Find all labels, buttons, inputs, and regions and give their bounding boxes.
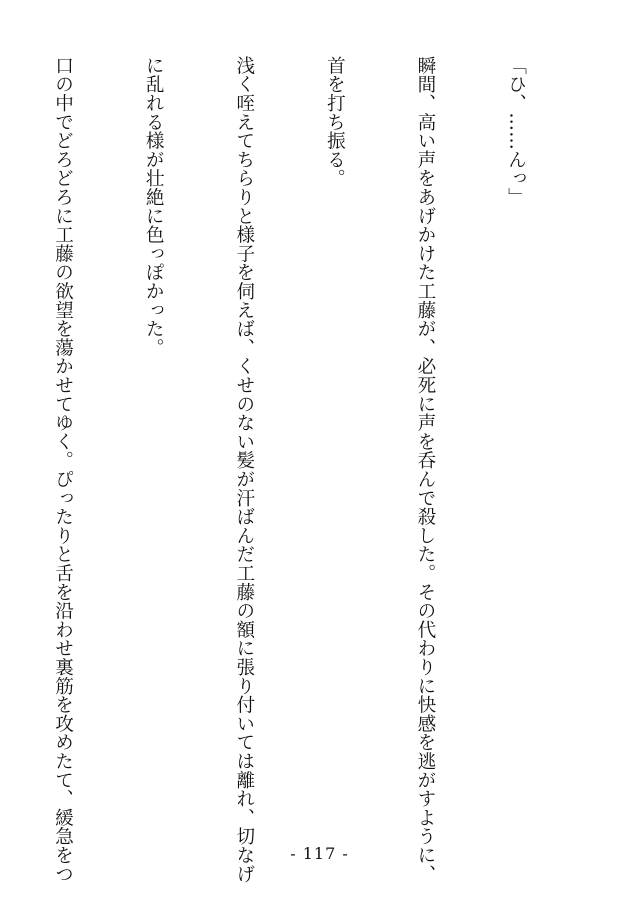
text-line: 瞬間、高い声をあげかけた工藤が、必死に声を呑んで殺した。その代わりに快感を逃がすように、 bbox=[414, 56, 436, 884]
text-line: 首を打ち振る。 bbox=[324, 56, 346, 188]
text-line: 口の中でどろどろに工藤の欲望を蕩かせてゆく。ぴったりと舌を沿わせ裏筋を攻めたて、緩急をつ bbox=[52, 56, 74, 884]
text-line: に乱れる様が壮絶に色っぽかった。 bbox=[143, 56, 165, 357]
page-number: - 117 - bbox=[290, 844, 349, 863]
text-line: 浅く咥えてちらりと様子を伺えば、くせのない髪が汗ばんだ工藤の額に張り付いては離れ、切なげ bbox=[233, 56, 255, 884]
text-line: 「ひ、……んっ」 bbox=[505, 56, 527, 207]
